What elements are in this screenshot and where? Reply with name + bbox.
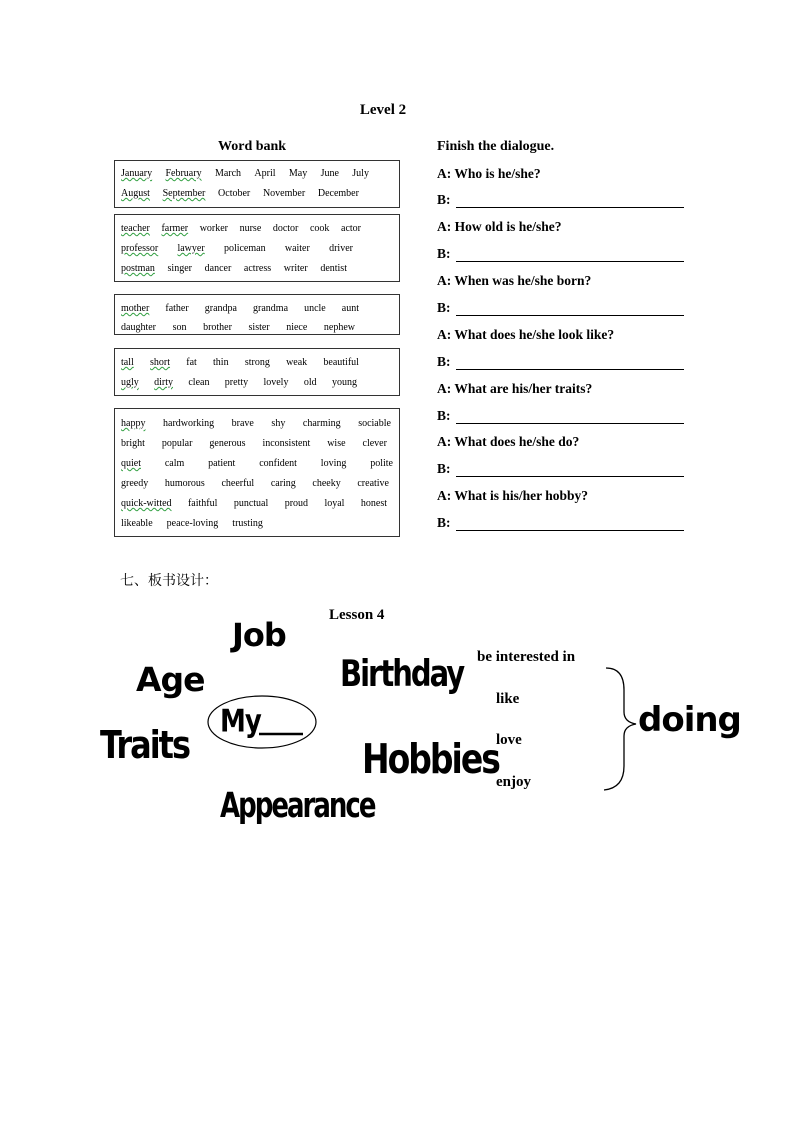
answer-label: B: [437,408,451,423]
word: dentist [320,263,347,274]
word: nurse [239,223,262,234]
word: March [214,168,242,179]
answer-label: B: [437,461,451,476]
word: caring [270,478,296,489]
word: beautiful [323,357,359,368]
section-heading: 七、板书设计： [120,573,218,589]
word: confident [259,458,297,469]
word: inconsistent [262,438,311,449]
word: December [317,188,359,199]
question-3: A: When was he/she born? [437,273,592,288]
question-5: A: What are his/her traits? [437,381,593,396]
word: clever [362,438,387,449]
word: sister [248,322,270,333]
question-1: A: Who is he/she? [437,166,541,181]
answer-label: B: [437,354,451,369]
word: fat [186,357,197,368]
word: punctual [233,498,269,509]
word: September [162,188,206,199]
word: July [352,168,369,179]
answer-label: B: [437,515,451,530]
topic-appearance: Appearance [220,786,375,827]
word-bank-heading: Word bank [218,139,287,154]
word: January [121,168,153,179]
topic-birthday: Birthday [340,652,464,695]
word: father [165,303,189,314]
word: likeable [121,518,153,529]
word: singer [167,263,192,274]
word: worker [199,223,229,234]
word: November [262,188,306,199]
question-2: A: How old is he/she? [437,219,562,234]
word: loving [320,458,347,469]
word: thin [213,357,229,368]
word: April [254,168,276,179]
word: cheerful [221,478,255,489]
word: May [288,168,308,179]
word: bright [121,438,145,449]
word: wise [327,438,346,449]
word: cook [309,223,330,234]
word: charming [302,418,341,429]
word: June [320,168,339,179]
word: cheeky [312,478,341,489]
word: proud [284,498,309,509]
word: quiet [121,458,141,469]
word: brave [231,418,254,429]
verb-enjoy: enjoy [496,774,531,790]
word: daughter [121,322,156,333]
word: strong [244,357,270,368]
word: August [121,188,150,199]
verb-love: love [496,732,522,748]
word: trusting [232,518,263,529]
word: polite [370,458,393,469]
word: patient [208,458,236,469]
word: creative [357,478,389,489]
word: teacher [121,223,150,234]
word: October [218,188,251,199]
verb-like: like [496,691,520,707]
answer-label: B: [437,300,451,315]
word: nephew [323,322,355,333]
topic-age: Age [136,660,205,699]
lesson-title: Lesson 4 [329,607,385,623]
topic-hobbies: Hobbies [362,734,499,783]
right-brace [604,668,636,790]
topic-traits: Traits [100,722,189,768]
word: old [303,377,317,388]
word: shy [271,418,286,429]
word: policeman [223,243,266,254]
word: greedy [121,478,149,489]
word: clean [188,377,210,388]
result-doing: doing [638,700,741,740]
word: happy [121,418,146,429]
word: honest [360,498,387,509]
word: grandma [253,303,289,314]
word: faithful [187,498,218,509]
word: February [165,168,202,179]
word: niece [286,322,308,333]
word: farmer [161,223,189,234]
word: mother [121,303,150,314]
word: weak [286,357,308,368]
word: calm [164,458,185,469]
word: uncle [304,303,326,314]
word: pretty [224,377,249,388]
word: professor [121,243,159,254]
word: postman [121,263,155,274]
word: writer [283,263,308,274]
word: grandpa [204,303,237,314]
word: generous [209,438,246,449]
answer-label: B: [437,192,451,207]
answer-label: B: [437,246,451,261]
word: tall [121,357,134,368]
page-title: Level 2 [359,102,407,118]
word: lawyer [177,243,205,254]
question-6: A: What does he/she do? [437,434,580,449]
word: hardworking [163,418,215,429]
word: actress [243,263,272,274]
word: sociable [358,418,391,429]
word: quick-witted [121,498,172,509]
word: loyal [324,498,345,509]
word: waiter [284,243,310,254]
word: driver [329,243,353,254]
word: dirty [154,377,174,388]
word: lovely [263,377,289,388]
word: young [331,377,357,388]
word: brother [203,322,232,333]
word: son [172,322,187,333]
word: humorous [164,478,205,489]
word: short [150,357,171,368]
question-7: A: What is his/her hobby? [437,488,589,503]
verb-interested: be interested in [477,649,576,665]
word: actor [341,223,361,234]
topic-job: Job [232,616,286,654]
word: aunt [341,303,359,314]
word: popular [161,438,193,449]
word: dancer [204,263,232,274]
word: doctor [272,223,299,234]
word: ugly [121,377,139,388]
dialogue-heading: Finish the dialogue. [437,139,555,154]
center-label: My [220,704,261,740]
word: peace-loving [166,518,219,529]
question-4: A: What does he/she look like? [437,327,615,342]
